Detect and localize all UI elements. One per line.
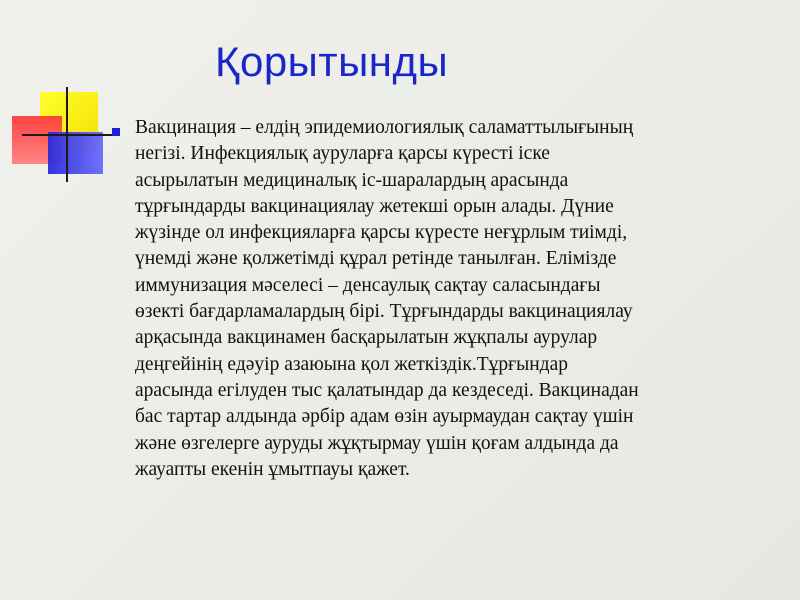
body-line: Вакцинация – елдің эпидемиологиялық саламаттылығының: [135, 117, 634, 138]
body-line: тұрғындарды вакцинациялау жетекші орын алады. Дүние: [135, 195, 614, 217]
body-line: жүзінде ол инфекцияларға қарсы күресте неғұрлым тиімді,: [135, 222, 628, 244]
body-line: өзекті бағдарламалардың бірі. Тұрғындарды вакцинациялау: [135, 301, 633, 323]
body-line: арасында егілуден тыс қалатындар да кездеседі. Вакцинадан: [135, 379, 639, 401]
body-line: және өзгелерге ауруды жұқтырмау үшін қоғам алдында да: [135, 432, 619, 454]
body-line: арқасында вакцинамен басқарылатын жұқпалы аурулар: [135, 327, 598, 349]
body-line: жауапты екенін ұмытпауы қажет.: [135, 458, 410, 480]
body-line: деңгейінің едәуір азаюына қол жеткіздік.Тұрғындар: [135, 353, 569, 375]
body-line: иммунизация мәселесі – денсаулық сақтау саласындағы: [135, 274, 601, 296]
body-line: асырылатын медициналық іс-шаралардың арасында: [135, 169, 569, 191]
slide-body-text: [135, 115, 775, 483]
body-line: үнемді және қолжетімді құрал ретінде танылған. Елімізде: [135, 248, 617, 270]
slide-title: Қорытынды: [215, 38, 449, 85]
bullet-square-icon: [112, 128, 120, 136]
body-line: негізі. Инфекциялық ауруларға қарсы күресті іске: [135, 143, 550, 165]
decor-blue-square: [48, 132, 103, 174]
body-line: бас тартар алдында әрбір адам өзін ауырмаудан сақтау үшін: [135, 406, 634, 428]
decor-horizontal-line: [22, 134, 114, 136]
